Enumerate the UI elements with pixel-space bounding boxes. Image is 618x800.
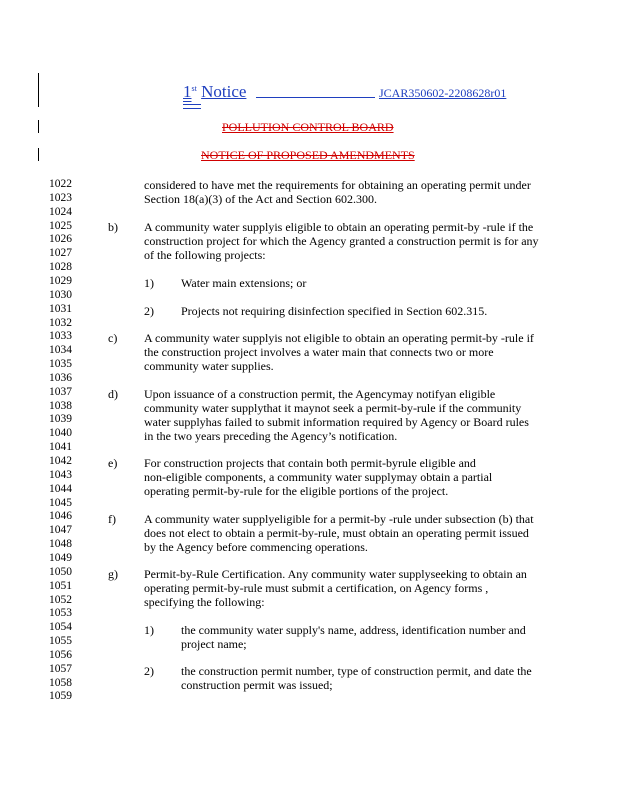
line-number: 1049: [49, 551, 72, 564]
text-line-1055: project name;: [181, 637, 247, 651]
text-line-1034: the construction project involves a water main that connects two or more: [144, 345, 494, 359]
text-line-1046: A community water supplyeligible for a permit-by -rule under subsection (b) that: [144, 512, 534, 526]
line-number: 1030: [49, 288, 72, 301]
notice-number: 1: [183, 82, 192, 101]
line-number: 1028: [49, 261, 72, 274]
line-number: 1032: [49, 316, 72, 329]
text-line-1048: by the Agency before commencing operations.: [144, 540, 368, 554]
line-number: 1051: [49, 579, 72, 592]
subsection-label-d: d): [108, 387, 118, 401]
line-number: 1035: [49, 358, 72, 371]
line-number: 1043: [49, 468, 72, 481]
text-line-1054: the community water supply's name, address, identification number and: [181, 623, 526, 637]
line-number: 1034: [49, 344, 72, 357]
text-line-1051: operating permit-by-rule must submit a certification, on Agency forms ,: [144, 581, 489, 595]
line-number: 1046: [49, 510, 72, 523]
line-number: 1058: [49, 676, 72, 689]
line-number: 1031: [49, 302, 72, 315]
line-number: 1048: [49, 538, 72, 551]
double-underline: [183, 104, 201, 109]
text-line-1057: the construction permit number, type of construction permit, and date the: [181, 664, 532, 678]
line-number: 1057: [49, 662, 72, 675]
line-number: 1040: [49, 427, 72, 440]
line-number: 1027: [49, 247, 72, 260]
text-line-1043: non-eligible components, a community water supplymay obtain a partial: [144, 470, 493, 484]
subsection-label-c: c): [108, 331, 118, 345]
text-line-1027: of the following projects:: [144, 248, 266, 262]
line-number: 1022: [49, 178, 72, 190]
subsection-label-f: f): [108, 512, 116, 526]
text-line-1023: Section 18(a)(3) of the Act and Section 602.300.: [144, 192, 377, 206]
revision-bar-2: [38, 120, 39, 133]
text-line-1026: construction project for which the Agency granted a construction permit is for any: [144, 234, 539, 248]
line-number: 1047: [49, 524, 72, 537]
text-line-1035: community water supplies.: [144, 359, 274, 373]
line-number: 1045: [49, 496, 72, 509]
subsection-label-e: e): [108, 456, 118, 470]
line-number: 1023: [49, 191, 72, 204]
text-line-1038: community water supplythat it maynot seek a permit-by-rule if the community: [144, 401, 522, 415]
item-label-b2: 2): [144, 304, 154, 318]
text-line-1044: operating permit-by-rule for the eligible portions of the project.: [144, 484, 449, 498]
text-line-1033: A community water supplyis not eligible to obtain an operating permit-by -rule if: [144, 331, 534, 345]
line-number: 1050: [49, 565, 72, 578]
line-number: 1042: [49, 455, 72, 467]
item-label-g1: 1): [144, 623, 154, 637]
jcar-code: JCAR350602-2208628r01: [379, 86, 507, 100]
subsection-label-b: b): [108, 220, 118, 234]
text-line-1040: in the two years preceding the Agency’s notification.: [144, 429, 398, 443]
line-number: 1024: [49, 205, 72, 218]
item-label-b1: 1): [144, 276, 154, 290]
line-number: 1029: [49, 274, 72, 287]
line-number: 1039: [49, 413, 72, 426]
line-number: 1037: [49, 385, 72, 398]
board-name: POLLUTION CONTROL BOARD: [222, 120, 394, 134]
text-line-1050: Permit-by-Rule Certification. Any community water supplyseeking to obtain an: [144, 567, 527, 581]
line-number: 1033: [49, 330, 72, 343]
line-number: 1036: [49, 371, 72, 384]
text-line-1052: specifying the following:: [144, 595, 265, 609]
text-line-1022: considered to have met the requirements for obtaining an operating permit under: [144, 178, 531, 192]
notice-title: [183, 82, 246, 102]
line-number: 1026: [49, 233, 72, 246]
text-line-1025: A community water supplyis eligible to obtain an operating permit-by -rule if the: [144, 220, 534, 234]
text-line-1031: Projects not requiring disinfection specified in Section 602.315.: [181, 304, 488, 318]
text-line-1042: For construction projects that contain both permit-byrule eligible and: [144, 456, 476, 470]
notice-type: NOTICE OF PROPOSED AMENDMENTS: [201, 148, 415, 162]
text-line-1029: Water main extensions; or: [181, 276, 307, 290]
text-line-1037: Upon issuance of a construction permit, the Agencymay notifyan eligible: [144, 387, 496, 401]
notice-underline: [256, 97, 375, 98]
revision-bar-1: [38, 73, 39, 107]
line-number: 1059: [49, 690, 72, 703]
line-number: 1053: [49, 607, 72, 620]
line-number: 1052: [49, 593, 72, 606]
line-number: 1025: [49, 219, 72, 232]
subsection-label-g: g): [108, 567, 118, 581]
item-label-g2: 2): [144, 664, 154, 678]
revision-bar-3: [38, 148, 39, 161]
line-number: 1055: [49, 635, 72, 648]
line-number: 1056: [49, 648, 72, 661]
notice-superscript: st: [191, 84, 197, 93]
text-line-1039: water supplyhas failed to submit information required by Agency or Board rules: [144, 415, 529, 429]
line-number: 1054: [49, 621, 72, 634]
notice-word: Notice: [201, 82, 247, 101]
text-line-1058: construction permit was issued;: [181, 678, 333, 692]
line-number: 1044: [49, 482, 72, 495]
line-number: 1041: [49, 441, 72, 454]
line-number: 1038: [49, 399, 72, 412]
text-line-1047: does not elect to obtain a permit-by-rule, must obtain an operating permit issued: [144, 526, 529, 540]
